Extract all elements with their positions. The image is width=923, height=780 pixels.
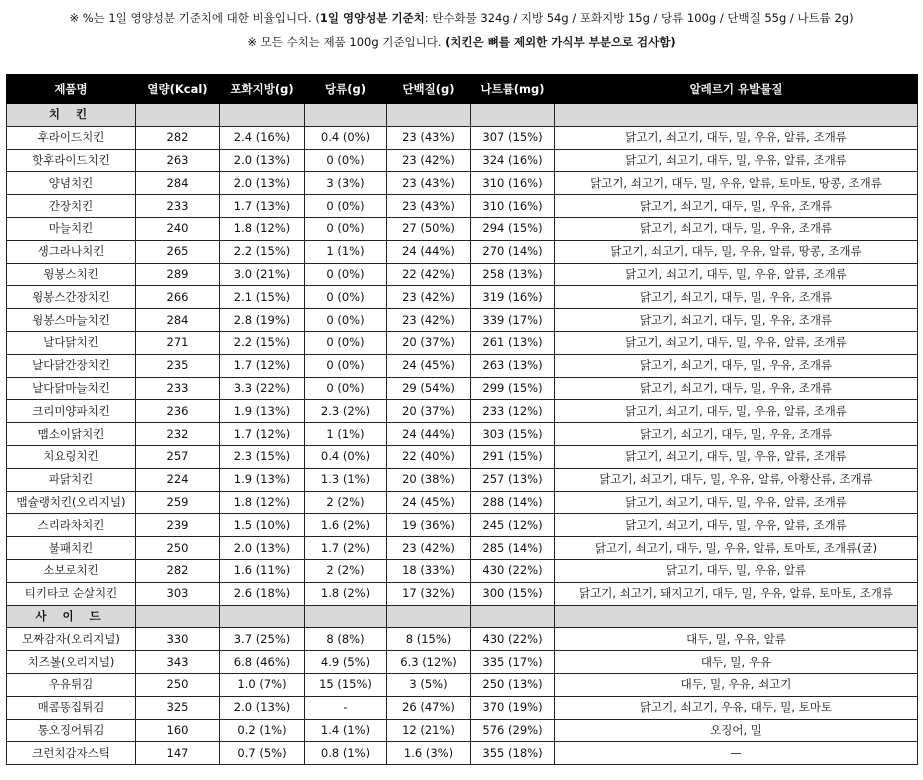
protein-cell: 6.3 (12%) (387, 651, 471, 674)
sugar-cell: 3 (3%) (305, 172, 387, 195)
table-row (7, 172, 918, 195)
allergens-cell: 닭고기, 쇠고기, 대두, 밀, 우유, 알류, 토마토, 조개류(굴) (555, 537, 918, 560)
table-row (7, 400, 918, 423)
protein-cell: 22 (42%) (387, 263, 471, 286)
saturated-fat-cell: 2.0 (13%) (220, 149, 305, 172)
note1-prefix: ※ %는 1일 영양성분 기준치에 대한 비율입니다. ( (69, 11, 320, 25)
product-name-cell: 파닭치킨 (7, 468, 136, 491)
saturated-fat-cell: 1.7 (12%) (220, 423, 305, 446)
product-name-cell: 생그라나치킨 (7, 240, 136, 263)
sodium-cell: 270 (14%) (471, 240, 555, 263)
product-name-cell: 날다닭마늘치킨 (7, 377, 136, 400)
product-name-cell: 크리미양파치킨 (7, 400, 136, 423)
product-name-cell: 크런치감자스틱 (7, 742, 136, 765)
category-cell (136, 605, 220, 628)
sodium-cell: 307 (15%) (471, 126, 555, 149)
sodium-cell: 324 (16%) (471, 149, 555, 172)
note1-bold: 1일 영양성분 기준치 (319, 11, 425, 25)
table-row (7, 559, 918, 582)
sugar-cell: 15 (15%) (305, 673, 387, 696)
sugar-cell: 0 (0%) (305, 195, 387, 218)
category-label: 치 킨 (7, 104, 136, 127)
allergens-cell: 닭고기, 쇠고기, 대두, 밀, 우유, 조개류 (555, 286, 918, 309)
table-row (7, 514, 918, 537)
sugar-cell: 0 (0%) (305, 217, 387, 240)
saturated-fat-cell: 0.7 (5%) (220, 742, 305, 765)
table-row (7, 742, 918, 765)
calories-cell: 330 (136, 628, 220, 651)
product-name-cell: 소보로치킨 (7, 559, 136, 582)
protein-cell: 20 (37%) (387, 400, 471, 423)
product-name-cell: 윙봉스마늘치킨 (7, 309, 136, 332)
sodium-cell: 355 (18%) (471, 742, 555, 765)
product-name-cell: 매콤똥집튀김 (7, 696, 136, 719)
saturated-fat-cell: 2.6 (18%) (220, 582, 305, 605)
sodium-cell: 258 (13%) (471, 263, 555, 286)
sodium-cell: 299 (15%) (471, 377, 555, 400)
header-protein: 단백질(g) (387, 75, 471, 104)
sodium-cell: 250 (13%) (471, 673, 555, 696)
saturated-fat-cell: 3.3 (22%) (220, 377, 305, 400)
saturated-fat-cell: 1.9 (13%) (220, 400, 305, 423)
table-row (7, 491, 918, 514)
sodium-cell: 310 (16%) (471, 172, 555, 195)
sugar-cell: 4.9 (5%) (305, 651, 387, 674)
calories-cell: 259 (136, 491, 220, 514)
note1-suffix: : 탄수화물 324g / 지방 54g / 포화지방 15g / 당류 100g / 단백질 55g / 나트륨 2g) (424, 11, 854, 25)
calories-cell: 250 (136, 673, 220, 696)
product-name-cell: 마늘치킨 (7, 217, 136, 240)
calories-cell: 239 (136, 514, 220, 537)
protein-cell: 23 (43%) (387, 126, 471, 149)
protein-cell: 19 (36%) (387, 514, 471, 537)
table-row (7, 126, 918, 149)
sodium-cell: 303 (15%) (471, 423, 555, 446)
product-name-cell: 치요링치킨 (7, 445, 136, 468)
note2-bold: (치킨은 뼈를 제외한 가식부 부분으로 검사함) (445, 35, 676, 49)
saturated-fat-cell: 2.2 (15%) (220, 331, 305, 354)
table-row (7, 217, 918, 240)
sugar-cell: 1 (1%) (305, 423, 387, 446)
sugar-cell: 0.8 (1%) (305, 742, 387, 765)
calories-cell: 160 (136, 719, 220, 742)
protein-cell: 3 (5%) (387, 673, 471, 696)
category-cell (471, 104, 555, 127)
protein-cell: 23 (42%) (387, 537, 471, 560)
product-name-cell: 우유튀김 (7, 673, 136, 696)
header-calories: 열량(Kcal) (136, 75, 220, 104)
product-name-cell: 간장치킨 (7, 195, 136, 218)
product-name-cell: 날다닭간장치킨 (7, 354, 136, 377)
calories-cell: 240 (136, 217, 220, 240)
protein-cell: 17 (32%) (387, 582, 471, 605)
saturated-fat-cell: 0.2 (1%) (220, 719, 305, 742)
calories-cell: 282 (136, 126, 220, 149)
protein-cell: 29 (54%) (387, 377, 471, 400)
allergens-cell: 닭고기, 쇠고기, 대두, 밀, 우유, 알류, 조개류 (555, 445, 918, 468)
product-name-cell: 후라이드치킨 (7, 126, 136, 149)
protein-cell: 24 (45%) (387, 354, 471, 377)
allergens-cell: 닭고기, 쇠고기, 대두, 밀, 우유, 알류, 토마토, 땅콩, 조개류 (555, 172, 918, 195)
sodium-cell: 430 (22%) (471, 559, 555, 582)
calories-cell: 235 (136, 354, 220, 377)
sodium-cell: 319 (16%) (471, 286, 555, 309)
table-row (7, 195, 918, 218)
table-row (7, 149, 918, 172)
saturated-fat-cell: 1.9 (13%) (220, 468, 305, 491)
calories-cell: 257 (136, 445, 220, 468)
protein-cell: 22 (40%) (387, 445, 471, 468)
sugar-cell: 1.8 (2%) (305, 582, 387, 605)
allergens-cell: 닭고기, 쇠고기, 우유, 대두, 밀, 토마토 (555, 696, 918, 719)
allergens-cell: 닭고기, 쇠고기, 대두, 밀, 우유, 알류, 조개류 (555, 491, 918, 514)
allergens-cell: 닭고기, 쇠고기, 대두, 밀, 우유, 조개류 (555, 195, 918, 218)
allergens-cell: 닭고기, 쇠고기, 대두, 밀, 우유, 조개류 (555, 354, 918, 377)
saturated-fat-cell: 1.7 (12%) (220, 354, 305, 377)
header-allergens: 알레르기 유발물질 (555, 75, 918, 104)
sugar-cell: 0.4 (0%) (305, 126, 387, 149)
calories-cell: 265 (136, 240, 220, 263)
sugar-cell: 1.3 (1%) (305, 468, 387, 491)
calories-cell: 343 (136, 651, 220, 674)
product-name-cell: 맵슐랭치킨(오리지널) (7, 491, 136, 514)
category-cell (136, 104, 220, 127)
allergens-cell: 닭고기, 쇠고기, 대두, 밀, 우유, 알류, 땅콩, 조개류 (555, 240, 918, 263)
saturated-fat-cell: 2.8 (19%) (220, 309, 305, 332)
sugar-cell: 0.4 (0%) (305, 445, 387, 468)
table-row (7, 719, 918, 742)
calories-cell: 271 (136, 331, 220, 354)
table-row (7, 696, 918, 719)
calories-cell: 147 (136, 742, 220, 765)
sugar-cell: 0 (0%) (305, 149, 387, 172)
allergens-cell: 닭고기, 쇠고기, 대두, 밀, 우유, 알류, 조개류 (555, 126, 918, 149)
category-row (7, 605, 918, 628)
category-cell (305, 104, 387, 127)
table-row (7, 423, 918, 446)
sodium-cell: 310 (16%) (471, 195, 555, 218)
saturated-fat-cell: 3.0 (21%) (220, 263, 305, 286)
product-name-cell: 통오징어튀김 (7, 719, 136, 742)
calories-cell: 232 (136, 423, 220, 446)
header-sugar: 당류(g) (305, 75, 387, 104)
protein-cell: 26 (47%) (387, 696, 471, 719)
protein-cell: 24 (44%) (387, 423, 471, 446)
sodium-cell: 263 (13%) (471, 354, 555, 377)
table-row (7, 263, 918, 286)
saturated-fat-cell: 1.8 (12%) (220, 491, 305, 514)
saturated-fat-cell: 6.8 (46%) (220, 651, 305, 674)
calories-cell: 224 (136, 468, 220, 491)
category-cell (555, 104, 918, 127)
category-label: 사 이 드 (7, 605, 136, 628)
allergens-cell: 닭고기, 쇠고기, 대두, 밀, 우유, 조개류 (555, 423, 918, 446)
table-row (7, 651, 918, 674)
note-reference-values (0, 11, 923, 26)
table-body (7, 104, 918, 765)
sugar-cell: 0 (0%) (305, 354, 387, 377)
nutrition-table (6, 74, 918, 765)
saturated-fat-cell: 2.1 (15%) (220, 286, 305, 309)
saturated-fat-cell: 1.0 (7%) (220, 673, 305, 696)
protein-cell: 23 (43%) (387, 195, 471, 218)
protein-cell: 24 (44%) (387, 240, 471, 263)
category-cell (387, 104, 471, 127)
sodium-cell: 294 (15%) (471, 217, 555, 240)
table-row (7, 331, 918, 354)
calories-cell: 233 (136, 195, 220, 218)
sodium-cell: 339 (17%) (471, 309, 555, 332)
sodium-cell: 335 (17%) (471, 651, 555, 674)
table-row (7, 309, 918, 332)
protein-cell: 12 (21%) (387, 719, 471, 742)
sodium-cell: 261 (13%) (471, 331, 555, 354)
sodium-cell: 288 (14%) (471, 491, 555, 514)
category-cell (555, 605, 918, 628)
product-name-cell: 핫후라이드치킨 (7, 149, 136, 172)
calories-cell: 284 (136, 309, 220, 332)
category-cell (305, 605, 387, 628)
header-saturated-fat: 포화지방(g) (220, 75, 305, 104)
header-product: 제품명 (7, 75, 136, 104)
sodium-cell: 233 (12%) (471, 400, 555, 423)
allergens-cell: 닭고기, 쇠고기, 돼지고기, 대두, 밀, 우유, 알류, 토마토, 조개류 (555, 582, 918, 605)
protein-cell: 24 (45%) (387, 491, 471, 514)
sugar-cell: 1.7 (2%) (305, 537, 387, 560)
header-sodium: 나트륨(mg) (471, 75, 555, 104)
sodium-cell: 285 (14%) (471, 537, 555, 560)
sugar-cell: 1.4 (1%) (305, 719, 387, 742)
saturated-fat-cell: 2.4 (16%) (220, 126, 305, 149)
sugar-cell: 0 (0%) (305, 377, 387, 400)
allergens-cell: 닭고기, 쇠고기, 대두, 밀, 우유, 조개류 (555, 309, 918, 332)
protein-cell: 27 (50%) (387, 217, 471, 240)
saturated-fat-cell: 1.6 (11%) (220, 559, 305, 582)
calories-cell: 266 (136, 286, 220, 309)
calories-cell: 233 (136, 377, 220, 400)
sugar-cell: 0 (0%) (305, 309, 387, 332)
table-row (7, 468, 918, 491)
protein-cell: 20 (37%) (387, 331, 471, 354)
saturated-fat-cell: 2.2 (15%) (220, 240, 305, 263)
protein-cell: 20 (38%) (387, 468, 471, 491)
calories-cell: 284 (136, 172, 220, 195)
sugar-cell: 2 (2%) (305, 559, 387, 582)
table-row (7, 445, 918, 468)
allergens-cell: 대두, 밀, 우유 (555, 651, 918, 674)
allergens-cell: 닭고기, 쇠고기, 대두, 밀, 우유, 알류, 조개류 (555, 514, 918, 537)
sugar-cell: 0 (0%) (305, 263, 387, 286)
product-name-cell: 스리라차치킨 (7, 514, 136, 537)
sugar-cell: 1.6 (2%) (305, 514, 387, 537)
sugar-cell: 0 (0%) (305, 286, 387, 309)
product-name-cell: 치즈볼(오리지널) (7, 651, 136, 674)
calories-cell: 303 (136, 582, 220, 605)
protein-cell: 23 (42%) (387, 309, 471, 332)
saturated-fat-cell: 1.5 (10%) (220, 514, 305, 537)
product-name-cell: 양념치킨 (7, 172, 136, 195)
saturated-fat-cell: 1.8 (12%) (220, 217, 305, 240)
allergens-cell: 닭고기, 쇠고기, 대두, 밀, 우유, 알류, 조개류 (555, 263, 918, 286)
calories-cell: 236 (136, 400, 220, 423)
calories-cell: 263 (136, 149, 220, 172)
allergens-cell: 닭고기, 쇠고기, 대두, 밀, 우유, 알류, 조개류 (555, 149, 918, 172)
table-row (7, 377, 918, 400)
sugar-cell: 1 (1%) (305, 240, 387, 263)
sodium-cell: 257 (13%) (471, 468, 555, 491)
protein-cell: 23 (43%) (387, 172, 471, 195)
protein-cell: 18 (33%) (387, 559, 471, 582)
sodium-cell: 300 (15%) (471, 582, 555, 605)
product-name-cell: 불패치킨 (7, 537, 136, 560)
calories-cell: 325 (136, 696, 220, 719)
protein-cell: 23 (42%) (387, 149, 471, 172)
sodium-cell: 430 (22%) (471, 628, 555, 651)
allergens-cell: 닭고기, 쇠고기, 대두, 밀, 우유, 알류, 아황산류, 조개류 (555, 468, 918, 491)
calories-cell: 282 (136, 559, 220, 582)
sugar-cell: 8 (8%) (305, 628, 387, 651)
saturated-fat-cell: 1.7 (13%) (220, 195, 305, 218)
saturated-fat-cell: 2.3 (15%) (220, 445, 305, 468)
category-cell (387, 605, 471, 628)
table-row (7, 286, 918, 309)
table-row (7, 582, 918, 605)
protein-cell: 8 (15%) (387, 628, 471, 651)
sodium-cell: 370 (19%) (471, 696, 555, 719)
product-name-cell: 날다닭치킨 (7, 331, 136, 354)
saturated-fat-cell: 3.7 (25%) (220, 628, 305, 651)
category-cell (471, 605, 555, 628)
allergens-cell: 닭고기, 대두, 밀, 우유, 알류 (555, 559, 918, 582)
sodium-cell: 245 (12%) (471, 514, 555, 537)
allergens-cell: — (555, 742, 918, 765)
product-name-cell: 모짜감자(오리지널) (7, 628, 136, 651)
sugar-cell: - (305, 696, 387, 719)
saturated-fat-cell: 2.0 (13%) (220, 537, 305, 560)
protein-cell: 1.6 (3%) (387, 742, 471, 765)
allergens-cell: 닭고기, 쇠고기, 대두, 밀, 우유, 조개류 (555, 377, 918, 400)
saturated-fat-cell: 2.0 (13%) (220, 696, 305, 719)
product-name-cell: 윙봉스간장치킨 (7, 286, 136, 309)
note-basis (0, 35, 923, 50)
allergens-cell: 닭고기, 쇠고기, 대두, 밀, 우유, 알류, 조개류 (555, 331, 918, 354)
allergens-cell: 대두, 밀, 우유, 알류 (555, 628, 918, 651)
allergens-cell: 닭고기, 쇠고기, 대두, 밀, 우유, 알류, 조개류 (555, 400, 918, 423)
header-row (7, 75, 918, 104)
category-cell (220, 104, 305, 127)
calories-cell: 250 (136, 537, 220, 560)
sodium-cell: 291 (15%) (471, 445, 555, 468)
table-row (7, 628, 918, 651)
table-row (7, 240, 918, 263)
table-row (7, 537, 918, 560)
category-row (7, 104, 918, 127)
allergens-cell: 오징어, 밀 (555, 719, 918, 742)
protein-cell: 23 (42%) (387, 286, 471, 309)
table-row (7, 673, 918, 696)
allergens-cell: 닭고기, 쇠고기, 대두, 밀, 우유, 조개류 (555, 217, 918, 240)
category-cell (220, 605, 305, 628)
product-name-cell: 윙봉스치킨 (7, 263, 136, 286)
sugar-cell: 2 (2%) (305, 491, 387, 514)
table-row (7, 354, 918, 377)
sugar-cell: 0 (0%) (305, 331, 387, 354)
sugar-cell: 2.3 (2%) (305, 400, 387, 423)
note2-prefix: ※ 모든 수치는 제품 100g 기준입니다. (247, 35, 446, 49)
allergens-cell: 대두, 밀, 우유, 쇠고기 (555, 673, 918, 696)
product-name-cell: 티키타코 순살치킨 (7, 582, 136, 605)
saturated-fat-cell: 2.0 (13%) (220, 172, 305, 195)
sodium-cell: 576 (29%) (471, 719, 555, 742)
product-name-cell: 맵소이닭치킨 (7, 423, 136, 446)
calories-cell: 289 (136, 263, 220, 286)
